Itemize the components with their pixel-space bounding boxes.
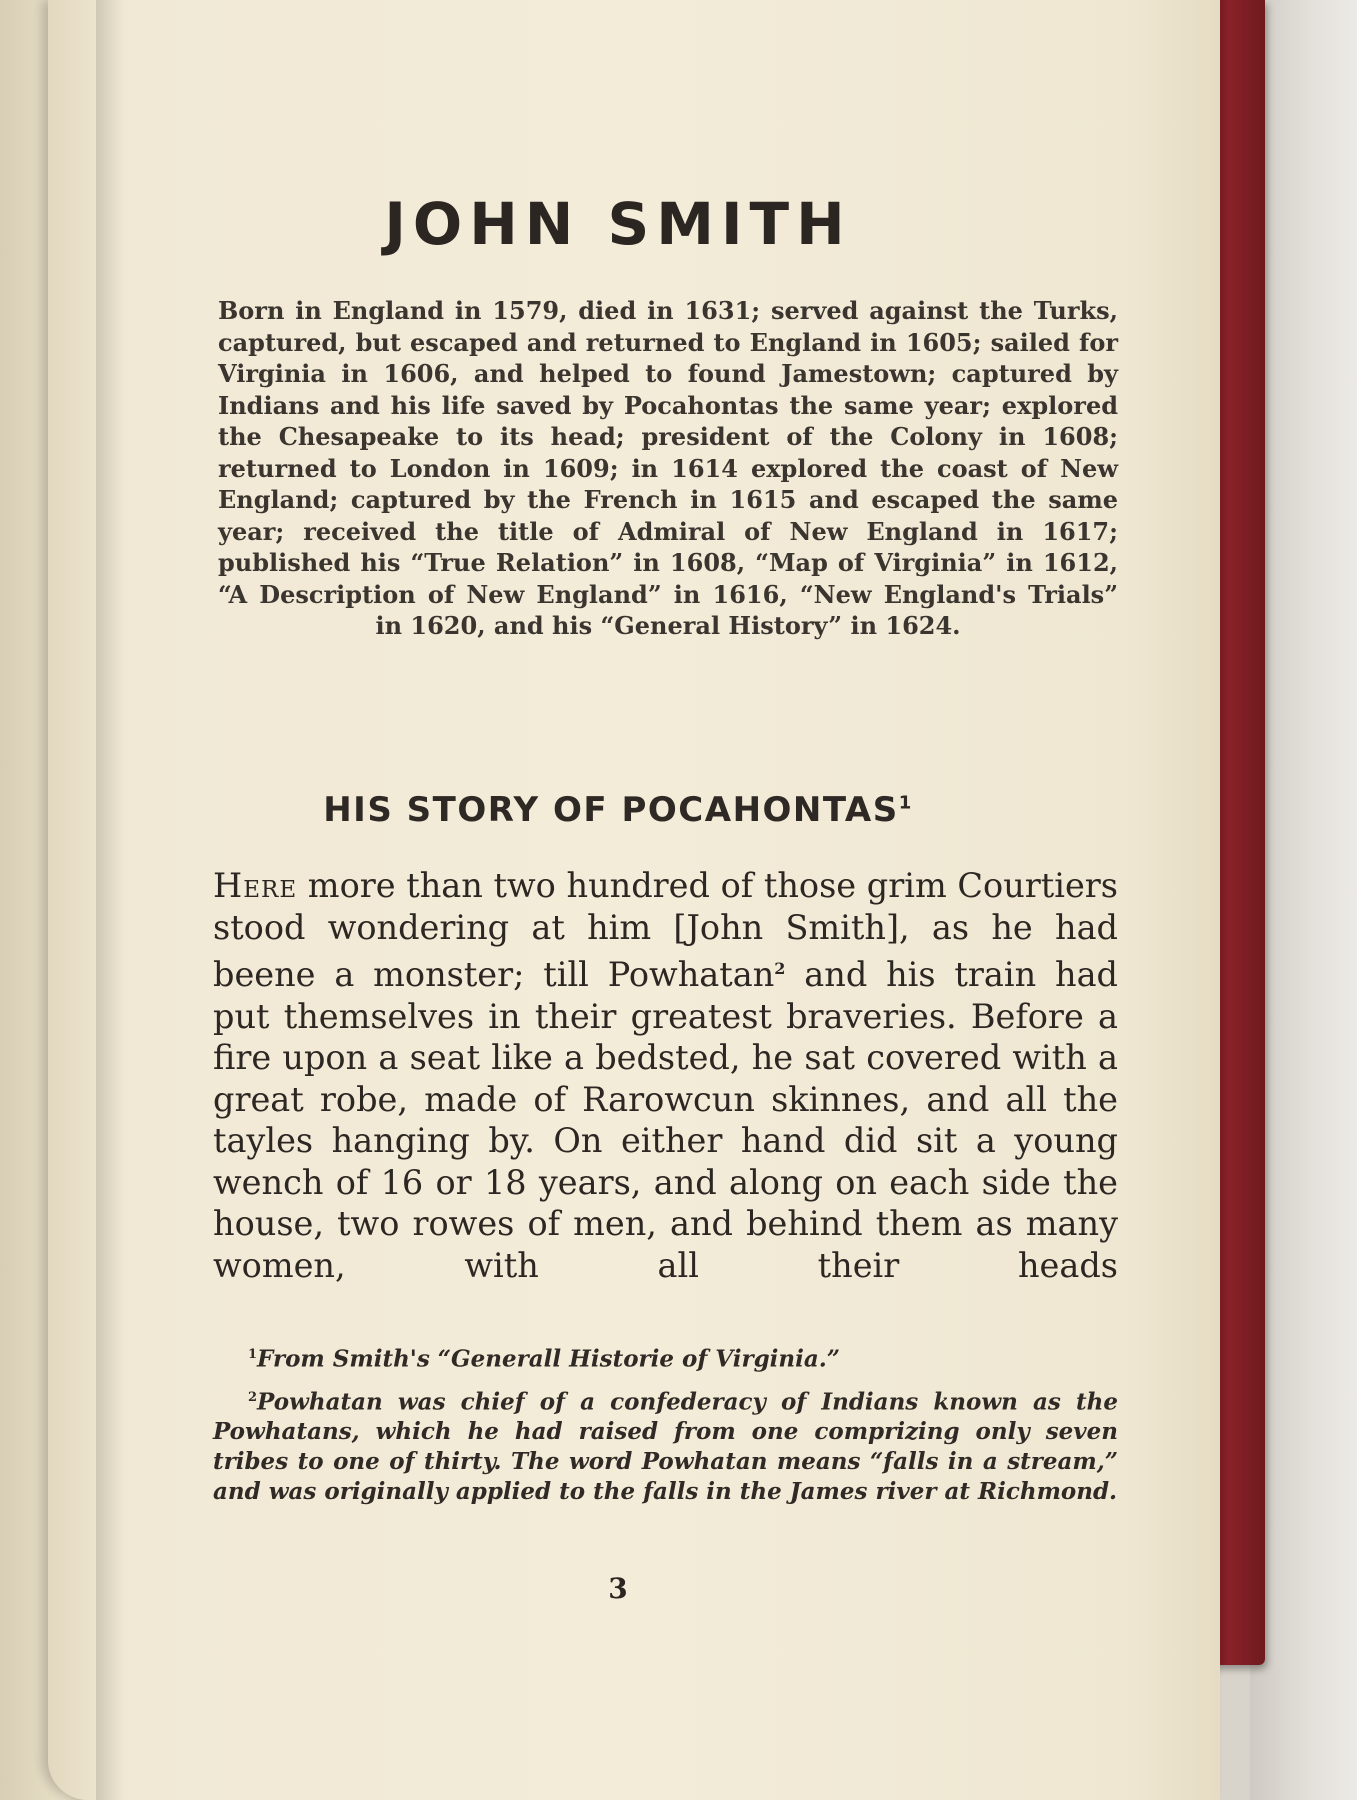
gutter-shadow [96,0,126,1800]
footnote-ref-2: 2 [774,959,786,978]
page-number: 3 [608,1572,628,1605]
footnote-ref-1: 1 [898,792,913,814]
footnotes [213,1340,1118,1507]
story-text-part2: and his train had put themselves in their greatest braveries. Before a fire upon a seat like a bedsted, he sat covered with a great robe, made of Rarowcun skinnes, and all the tayles hanging by. On either hand did sit a young wench of 16 or 18 years, and along on each side the house, two rowes of men, and behind them as many women, with all their heads [213,955,1118,1285]
footnote-text: Powhatan was chief of a confederacy of Indians known as the Powhatans, which he had raised from one comprizing only seven tribes to one of thirty. The word Powhatan means “falls in a stream,” and was originally applied to the falls in the James river at Richmond. [213,1388,1118,1506]
footnote-marker: 2 [248,1389,258,1405]
footnote-1 [213,1340,1118,1375]
footnote-2 [213,1383,1118,1508]
footnote-text: From Smith's “Generall Historie of Virginia.” [257,1345,840,1373]
biography-paragraph: Born in England in 1579, died in 1631; served against the Turks, captured, but escaped and returned to England in 1605; sailed for Virginia in 1606, and helped to found Jamestown; captured by Indians and his life saved by Pocahontas the same year; explored the Chesapeake to its head; president of the Colony in 1608; returned to London in 1609; in 1614 explored the coast of New England; captured by the French in 1615 and escaped the same year; received the title of Admiral of New England in 1617; published his “True Relation” in 1608, “Map of Virginia” in 1612, “A Description of New England” in 1616, “New England's Trials” in 1620, and his “General History” in 1624. [218,296,1118,640]
opening-word: Here [213,866,298,905]
story-heading [168,790,1068,830]
story-heading-text: HIS STORY OF POCAHONTAS [323,790,899,830]
chapter-title: JOHN SMITH [384,190,852,258]
background-surface [1250,0,1357,1800]
story-paragraph [213,865,1118,1286]
footnote-marker: 1 [248,1347,258,1362]
book-page [48,0,1220,1800]
story-text-part1: more than two hundred of those grim Courtiers stood wondering at him [John Smith], as he had beene a monster; till Powhatan [213,866,1118,995]
